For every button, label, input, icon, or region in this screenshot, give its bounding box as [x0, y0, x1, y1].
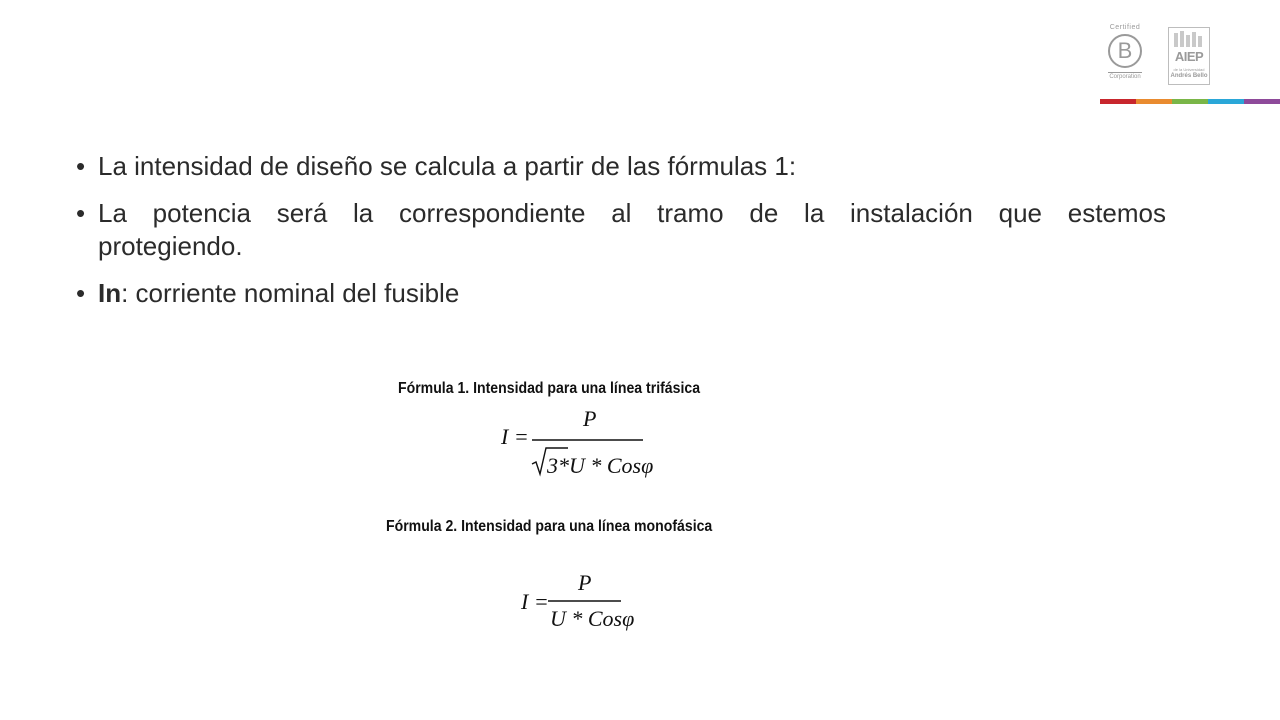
aiep-university: Andrés Bello: [1170, 73, 1208, 79]
formula-2-title: Fórmula 2. Intensidad para una línea monofásica: [386, 518, 713, 535]
formula-1-numerator: P: [583, 406, 597, 431]
aiep-wordmark: AIEP: [1174, 49, 1204, 64]
aiep-logo: [1168, 27, 1210, 85]
formula-graphics: [380, 376, 780, 646]
bullet-definition: : corriente nominal del fusible: [121, 278, 460, 308]
formula-2-numerator: P: [578, 570, 592, 595]
aiep-subtitle: de la Universidad: [1173, 67, 1205, 72]
bullet-list: [76, 150, 1166, 324]
accent-red: [1100, 99, 1136, 104]
bcorp-certified-text: Certified: [1109, 24, 1141, 31]
bcorp-b-circle: B: [1108, 34, 1142, 68]
accent-blue: [1208, 99, 1244, 104]
bullet-text-line1: La potencia será la correspondiente al tramo de la instalación que estemos: [98, 198, 1166, 228]
bullet-dot: •: [76, 151, 86, 181]
formula-1-title: Fórmula 1. Intensidad para una línea trifásica: [398, 380, 701, 397]
bullet-text-line2: protegiendo.: [98, 231, 243, 261]
bullet-item-in: [76, 277, 1166, 310]
formula-image: [380, 376, 780, 646]
bcorp-divider: [1108, 72, 1142, 73]
formula-1-denominator: 3*U * Cosφ: [547, 453, 654, 478]
bullet-item-potencia: [76, 197, 1166, 263]
bcorp-corporation-text: Corporation: [1109, 74, 1141, 80]
bullet-dot: •: [76, 278, 86, 308]
b-corp-logo: [1098, 22, 1152, 86]
bullet-dot: •: [76, 198, 86, 228]
bullet-item-formulas: [76, 150, 1166, 183]
formula-2-lhs: I =: [521, 589, 549, 614]
bullet-term: In: [98, 278, 122, 308]
header-logos: [1098, 22, 1244, 88]
formula-1-lhs: I =: [501, 424, 529, 449]
bullet-text: La intensidad de diseño se calcula a partir de las fórmulas 1:: [98, 151, 797, 181]
accent-green: [1172, 99, 1208, 104]
formula-2-denominator: U * Cosφ: [550, 606, 635, 631]
accent-purple: [1244, 99, 1280, 104]
accent-orange: [1136, 99, 1172, 104]
accent-color-bar: [1100, 99, 1280, 104]
